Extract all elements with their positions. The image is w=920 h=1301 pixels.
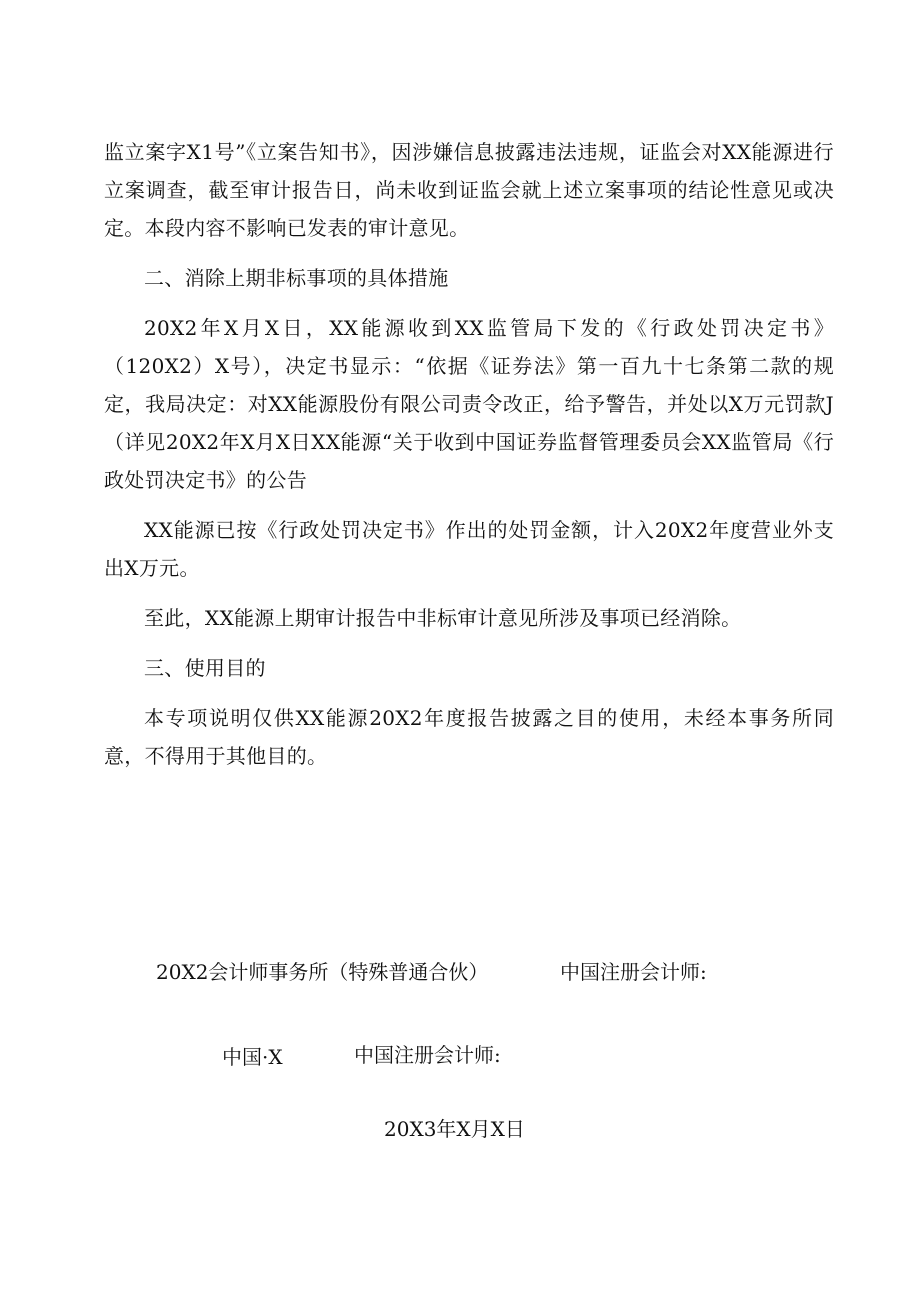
paragraph-penalty-accounting: XX能源已按《行政处罚决定书》作出的处罚金额，计入20X2年度营业外支出X万元。 [104, 518, 834, 580]
signature-cpa-1: 中国注册会计师: [560, 960, 707, 984]
signature-firm: 20X2会计师事务所（特殊普通合伙） [156, 960, 489, 984]
paragraph-usage-purpose: 本专项说明仅供XX能源20X2年度报告披露之目的使用，未经本事务所同意，不得用于其他目的。 [104, 706, 834, 768]
signature-date: 20X3年X月X日 [384, 1117, 525, 1141]
paragraph-conclusion: 至此，XX能源上期审计报告中非标审计意见所涉及事项已经消除。 [144, 606, 742, 630]
signature-cpa-2: 中国注册会计师: [354, 1043, 501, 1067]
paragraph-penalty-decision: 20X2年X月X日，XX能源收到XX监管局下发的《行政处罚决定书》（120X2）X号），决定书显示：“依据《证券法》第一百九十七条第二款的规定，我局决定：对XX能源股份有限公司责令改正，给予警告，并处以X万元罚款J（详见20X2年X月X日XX能源“关于收到中国证券监督管理委员会XX监管局《行政处罚决定书》的公告 [104, 316, 834, 492]
signature-location: 中国·X [222, 1045, 283, 1069]
body-text [104, 133, 834, 787]
section-heading-3: 三、使用目的 [144, 656, 266, 680]
paragraph-continuation: 监立案字X1号”《立案告知书》，因涉嫌信息披露违法违规，证监会对XX能源进行立案调查，截至审计报告日，尚未收到证监会就上述立案事项的结论性意见或决定。本段内容不影响已发表的审计意见。 [104, 140, 834, 240]
section-heading-2: 二、消除上期非标事项的具体措施 [144, 266, 449, 290]
